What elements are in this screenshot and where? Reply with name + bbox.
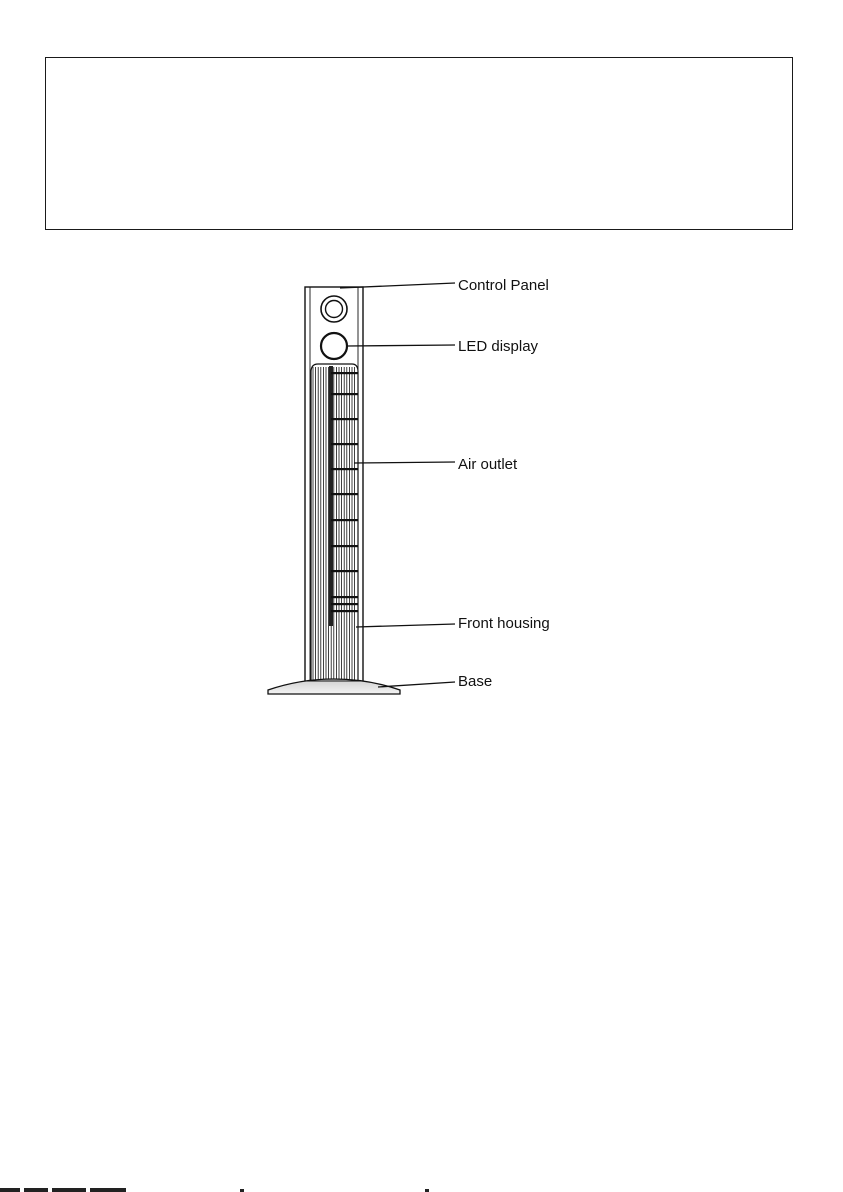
- louver-slat: [331, 570, 358, 572]
- callout-labels: [458, 277, 550, 690]
- leader-base: [378, 682, 455, 687]
- label-led-display: LED display: [458, 338, 539, 355]
- label-base: Base: [458, 673, 493, 690]
- leader-air-outlet: [354, 462, 455, 463]
- leader-front-housing: [356, 624, 455, 627]
- louver-slat: [331, 519, 358, 521]
- center-shaft: [329, 366, 333, 626]
- label-air-outlet: Air outlet: [458, 456, 518, 473]
- control-knob: [321, 296, 347, 322]
- louver-slat: [331, 418, 358, 420]
- led-display-ring: [321, 333, 347, 359]
- bottom-cut-text-strip: [0, 1186, 843, 1192]
- louver-slat: [331, 610, 358, 612]
- louver-slat: [331, 443, 358, 445]
- leader-control-panel: [340, 283, 455, 288]
- louver-slat: [331, 545, 358, 547]
- louver-slat: [331, 493, 358, 495]
- front-housing-grille: [311, 364, 358, 685]
- louver-slat: [331, 603, 358, 605]
- louver-slat: [331, 596, 358, 598]
- label-control-panel: Control Panel: [458, 277, 549, 294]
- louver-slat: [331, 468, 358, 470]
- label-front-housing: Front housing: [458, 615, 550, 632]
- louver-slat: [331, 393, 358, 395]
- louver-slat: [331, 372, 358, 374]
